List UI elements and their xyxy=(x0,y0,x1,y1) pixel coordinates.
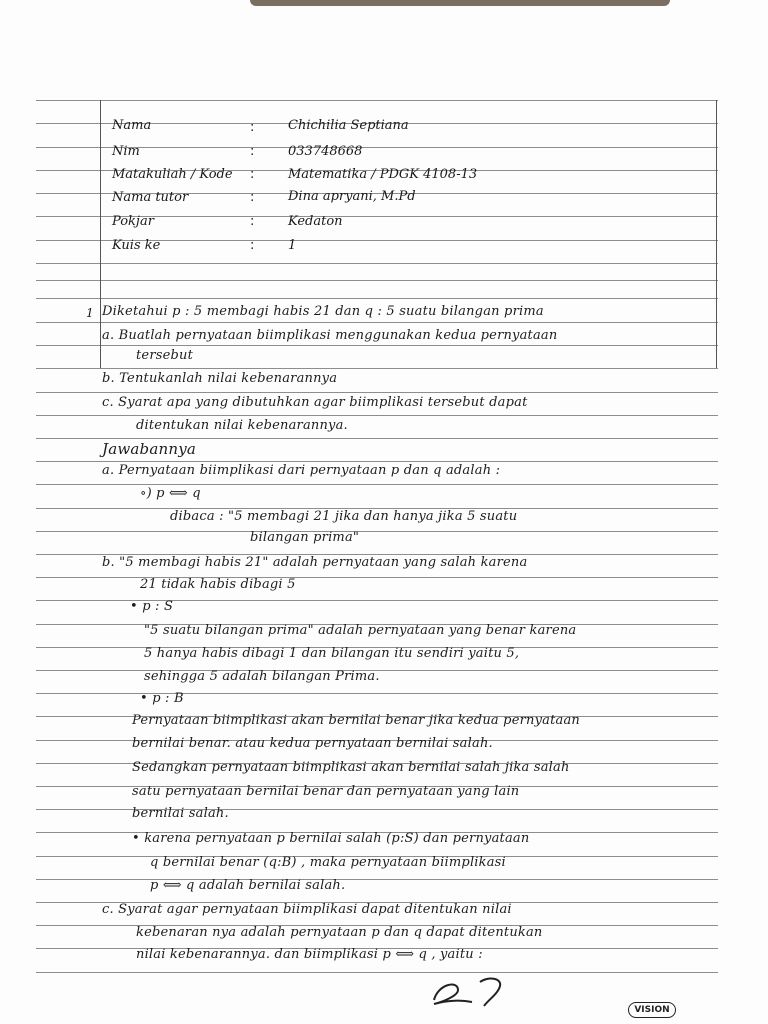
answer-line: kebenaran nya adalah pernyataan p dan q dapat ditentukan xyxy=(136,925,543,940)
ruled-line xyxy=(36,438,718,439)
ruled-line xyxy=(36,879,718,880)
colon: : xyxy=(250,120,255,135)
box-right-line xyxy=(716,100,717,368)
question-number: 1 xyxy=(86,306,94,320)
value-kuis: 1 xyxy=(288,238,297,253)
question-line: ditentukan nilai kebenarannya. xyxy=(136,418,348,433)
ruled-line xyxy=(36,972,718,973)
ruled-line xyxy=(36,298,718,299)
answer-line: a. Pernyataan biimplikasi dari pernyataan p dan q adalah : xyxy=(102,463,501,478)
ruled-line xyxy=(36,415,718,416)
photo-edge xyxy=(250,0,670,6)
colon: : xyxy=(250,144,255,159)
ruled-sheet xyxy=(36,96,718,976)
ruled-line xyxy=(36,392,718,393)
label-matakuliah: Matakuliah / Kode xyxy=(112,167,233,182)
ruled-line xyxy=(36,345,718,346)
ruled-line xyxy=(36,280,718,281)
answer-line: c. Syarat agar pernyataan biimplikasi dapat ditentukan nilai xyxy=(102,902,512,917)
colon: : xyxy=(250,238,255,253)
answer-line: bilangan prima" xyxy=(250,530,360,545)
question-line: c. Syarat apa yang dibutuhkan agar biimplikasi tersebut dapat xyxy=(102,395,528,410)
answer-line: satu pernyataan bernilai benar dan pernyataan yang lain xyxy=(132,784,520,799)
answer-line: nilai kebenarannya. dan biimplikasi p ⟺ q , yaitu : xyxy=(136,947,483,962)
ruled-line xyxy=(36,461,718,462)
answer-line: sehingga 5 adalah bilangan Prima. xyxy=(144,669,380,684)
answer-line: Sedangkan pernyataan biimplikasi akan bernilai salah jika salah xyxy=(132,760,570,775)
answer-line: "5 suatu bilangan prima" adalah pernyataan yang benar karena xyxy=(144,623,577,638)
margin-line xyxy=(100,100,101,368)
ruled-line xyxy=(36,368,718,369)
answer-line: dibaca : "5 membagi 21 jika dan hanya jika 5 suatu xyxy=(170,509,518,524)
ruled-line xyxy=(36,693,718,694)
value-tutor: Dina apryani, M.Pd xyxy=(288,189,416,204)
answer-line: • p : S xyxy=(130,599,174,614)
value-nim: 033748668 xyxy=(288,144,363,159)
ruled-line xyxy=(36,531,718,532)
question-line: a. Buatlah pernyataan biimplikasi menggunakan kedua pernyataan xyxy=(102,328,558,343)
ruled-line xyxy=(36,263,718,264)
ruled-line xyxy=(36,100,718,101)
answer-line: ∘) p ⟺ q xyxy=(140,486,201,501)
answer-line: b. "5 membagi habis 21" adalah pernyataan yang salah karena xyxy=(102,555,528,570)
signature xyxy=(428,970,518,1010)
answer-line: • karena pernyataan p bernilai salah (p:S) dan pernyataan xyxy=(132,831,530,846)
question-line: Diketahui p : 5 membagi habis 21 dan q : 5 suatu bilangan prima xyxy=(102,304,544,319)
value-matakuliah: Matematika / PDGK 4108-13 xyxy=(288,167,478,182)
answer-line: • p : B xyxy=(140,691,184,706)
question-line: tersebut xyxy=(136,348,194,363)
label-nama: Nama xyxy=(112,118,152,133)
colon: : xyxy=(250,214,255,229)
label-nim: Nim xyxy=(112,144,140,159)
colon: : xyxy=(250,190,255,205)
answer-line: Pernyataan biimplikasi akan bernilai benar jika kedua pernyataan xyxy=(132,713,580,728)
answer-line: q bernilai benar (q:B) , maka pernyataan biimplikasi xyxy=(150,855,506,870)
label-kuis: Kuis ke xyxy=(112,238,161,253)
ruled-line xyxy=(36,577,718,578)
answer-line: p ⟺ q adalah bernilai salah. xyxy=(150,878,346,893)
ruled-line xyxy=(36,484,718,485)
ruled-line xyxy=(36,322,718,323)
answer-line: bernilai salah. xyxy=(132,806,229,821)
answer-line: bernilai benar. atau kedua pernyataan bernilai salah. xyxy=(132,736,493,751)
answer-line: 21 tidak habis dibagi 5 xyxy=(140,577,296,592)
value-nama: Chichilia Septiana xyxy=(288,118,409,133)
answer-heading: Jawabannya xyxy=(102,440,197,458)
vision-logo: VISION xyxy=(628,1002,676,1018)
value-pokjar: Kedaton xyxy=(288,214,343,229)
answer-line: 5 hanya habis dibagi 1 dan bilangan itu sendiri yaitu 5, xyxy=(144,646,520,661)
question-line: b. Tentukanlah nilai kebenarannya xyxy=(102,371,338,386)
colon: : xyxy=(250,167,255,182)
label-tutor: Nama tutor xyxy=(112,190,189,205)
label-pokjar: Pokjar xyxy=(112,214,154,229)
